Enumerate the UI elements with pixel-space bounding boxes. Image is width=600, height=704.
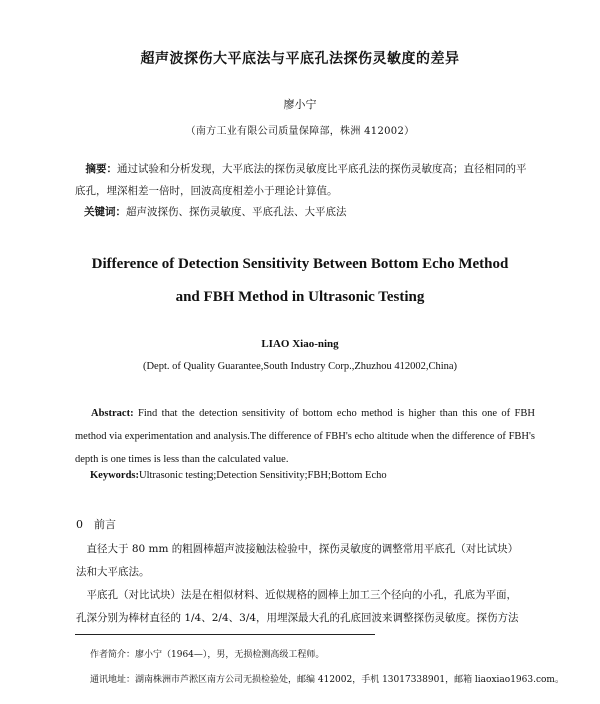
chinese-keywords-label: 关键词： [84,206,126,218]
english-keywords-label: Keywords: [90,470,139,481]
chinese-title: 超声波探伤大平底法与平底孔法探伤灵敏度的差异 [140,51,460,67]
english-title-line2: and FBH Method in Ultrasonic Testing [175,289,425,305]
chinese-author: 廖小宁 [283,98,317,111]
paragraph-2-line-2: 孔深分别为棒材直径的 1/4、2/4、3/4，用埋深最大孔的孔底回波来调整探伤灵敏度。探伤方法 [76,612,519,624]
footnote-contact: 通讯地址：湖南株洲市芦淞区南方公司无损检验处，邮编 412002，手机 13017338901，邮箱 liaoxiao1963.com。 [90,675,564,685]
english-abstract-text: Find that the detection sensitivity of bottom echo method is higher than this one of FBH method via experimentation and analysis.The difference of FBH's echo altitude when the difference of FBH's depth is one times is less than the calculated value. [75,408,535,465]
english-abstract-label: Abstract: [91,408,134,419]
english-affiliation: (Dept. of Quality Guarantee,South Industry Corp.,Zhuzhou 412002,China) [142,361,458,372]
chinese-keywords-text: 超声波探伤、探伤灵敏度、平底孔法、大平底法 [126,206,347,218]
chinese-abstract-text: 通过试验和分析发现，大平底法的探伤灵敏度比平底孔法的探伤灵敏度高；直径相同的平底孔，埋深相差一倍时，回波高度相差小于理论计算值。 [75,163,527,197]
english-author: LIAO Xiao-ning [261,338,339,350]
chinese-keywords [84,204,347,219]
chinese-abstract-label: 摘要： [85,163,117,175]
paragraph-2-line-1: 平底孔（对比试块）法是在相似材料、近似规格的圆棒上加工三个径向的小孔，孔底为平面， [86,589,517,601]
section-body [76,538,538,630]
footnote-rule [75,634,375,635]
english-title-line1: Difference of Detection Sensitivity Between Bottom Echo Method [91,256,509,272]
chinese-abstract [75,158,535,202]
section-heading: 0 前言 [76,518,116,531]
english-keywords-text: Ultrasonic testing;Detection Sensitivity;FBH;Bottom Echo [139,470,387,481]
chinese-affiliation: （南方工业有限公司质量保障部，株洲 412002） [185,126,415,137]
english-keywords [90,470,387,481]
paragraph-1-line-2: 法和大平底法。 [76,566,150,578]
paragraph-1-line-1: 直径大于 80 mm 的粗圆棒超声波接触法检验中，探伤灵敏度的调整常用平底孔（对比试块） [86,543,519,555]
english-abstract [75,402,535,471]
footnote-author-bio: 作者简介：廖小宁（1964—），男，无损检测高级工程师。 [90,650,325,660]
